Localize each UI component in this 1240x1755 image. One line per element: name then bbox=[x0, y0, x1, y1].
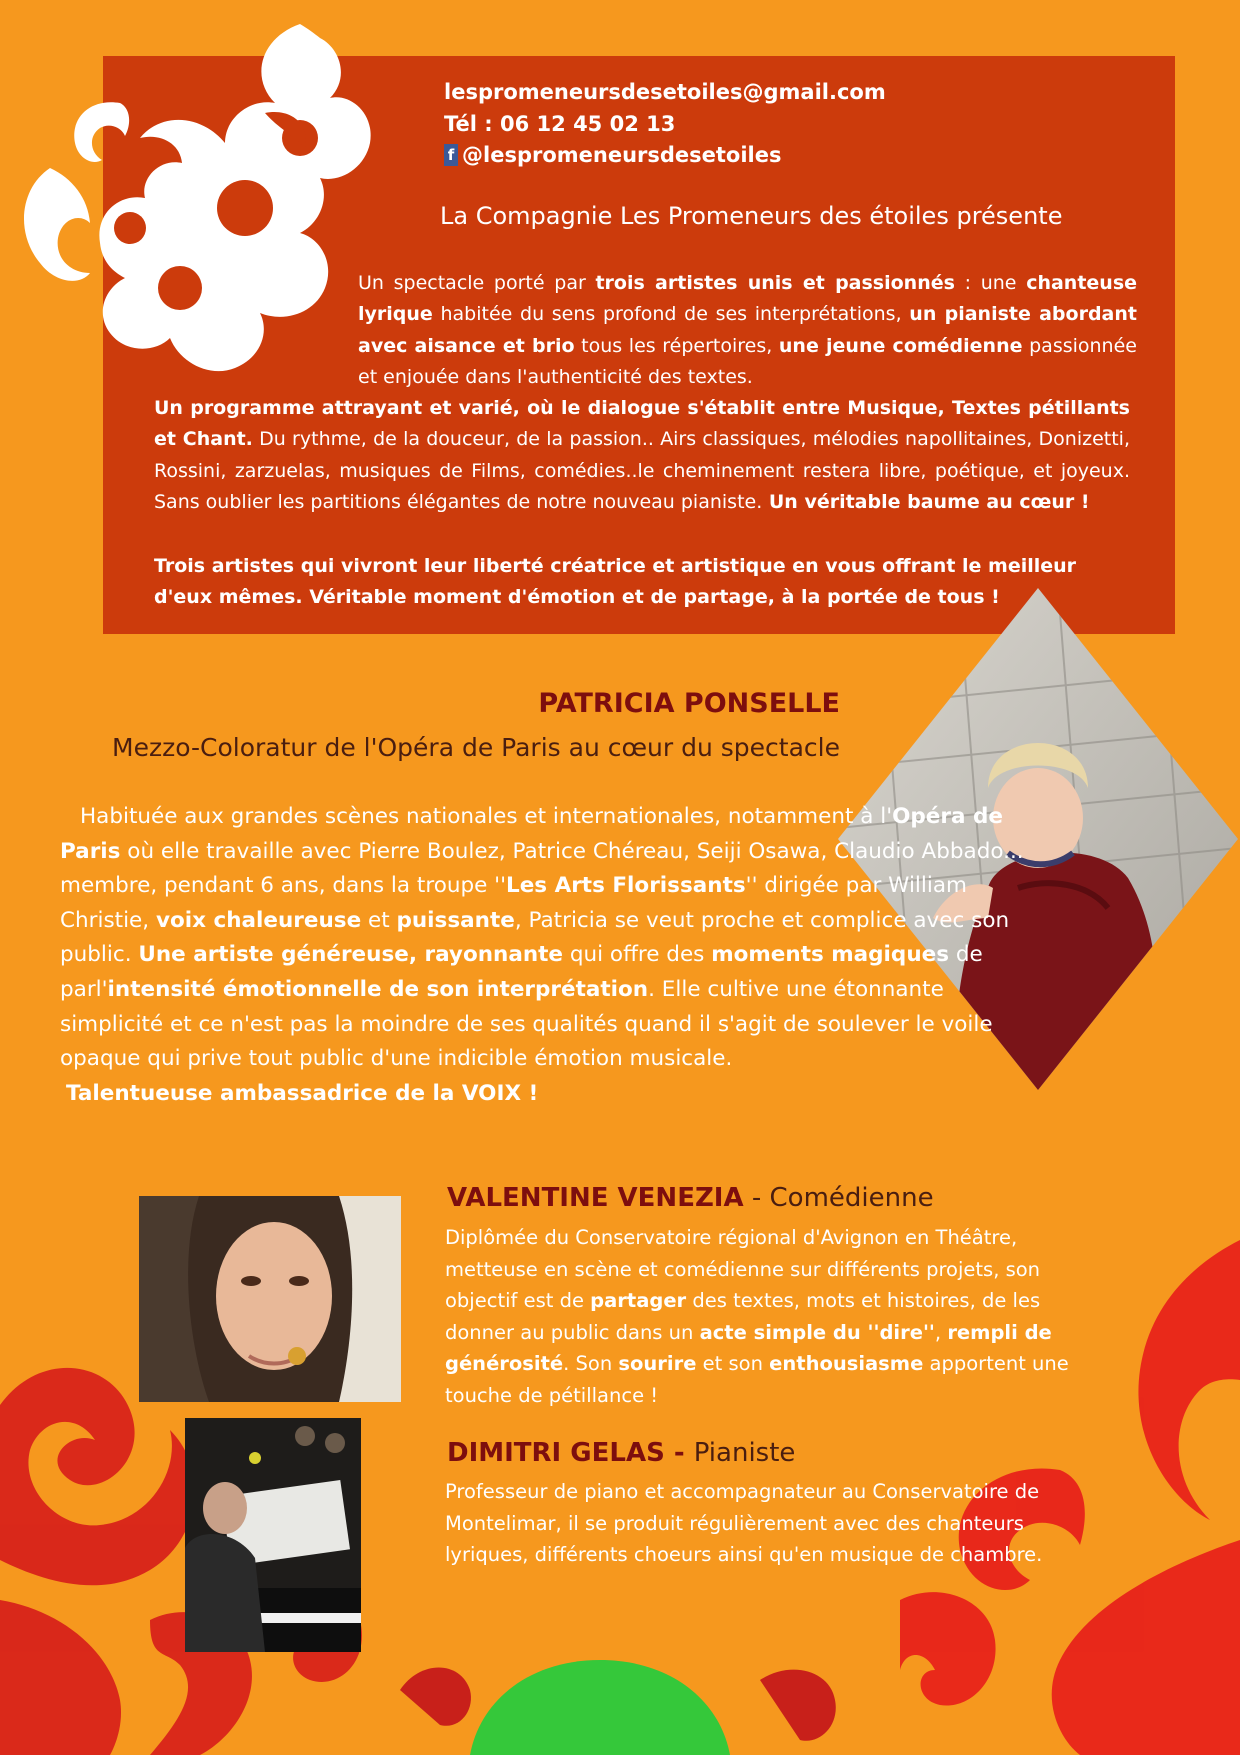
intro-line: La Compagnie Les Promeneurs des étoiles présente bbox=[440, 202, 1063, 230]
text-run: une jeune comédienne bbox=[778, 334, 1023, 357]
text-run: Opéra de Paris bbox=[60, 804, 1003, 864]
show-description bbox=[358, 268, 1137, 394]
valentine-heading bbox=[447, 1183, 934, 1213]
text-run: et bbox=[361, 907, 397, 933]
company-logo bbox=[10, 18, 390, 383]
contact-email[interactable]: lespromeneursdesetoiles@gmail.com bbox=[444, 80, 886, 104]
dimitri-photo bbox=[185, 1418, 361, 1652]
valentine-name: VALENTINE VENEZIA bbox=[447, 1183, 744, 1213]
text-run: Habituée aux grandes scènes nationales et internationales, notamment à l' bbox=[80, 804, 893, 829]
text-run: où elle travaille avec Pierre Boulez, Patrice Chéreau, Seiji Osawa, Claudio Abbado... membre, pendant 6 ans, dans la troupe '' bbox=[60, 838, 1024, 899]
facebook-icon: f bbox=[444, 144, 458, 166]
patricia-name: PATRICIA PONSELLE bbox=[538, 688, 840, 719]
program-description bbox=[154, 393, 1130, 519]
text-run: Un véritable baume au cœur ! bbox=[762, 491, 1090, 514]
text-run: Diplômée du Conservatoire régional d'Avignon en Théâtre, metteuse en scène et comédienne sur différents projets, son objectif est de bbox=[445, 1226, 1041, 1312]
text-run: et son bbox=[696, 1352, 770, 1375]
text-run: enthousiasme bbox=[769, 1352, 924, 1375]
patricia-bio-text bbox=[60, 800, 1030, 1077]
text-run: passionnée et enjouée dans l'authenticité des textes. bbox=[358, 334, 1137, 389]
text-run: , Patricia se veut proche et complice avec son public. bbox=[60, 907, 1010, 968]
text-run: moments magiques bbox=[711, 942, 950, 968]
patricia-role: Mezzo-Coloratur de l'Opéra de Paris au cœur du spectacle bbox=[112, 733, 840, 762]
text-run: Les Arts Florissants bbox=[506, 873, 746, 899]
text-run: sourire bbox=[618, 1352, 697, 1375]
closing-statement: Trois artistes qui vivront leur liberté créatrice et artistique en vous offrant le meilleur d'eux mêmes. Véritable moment d'émotion et de partage, à la portée de tous ! bbox=[154, 555, 1077, 609]
text-run: '' dirigée par William Christie, bbox=[60, 873, 967, 933]
contact-phone: Tél : 06 12 45 02 13 bbox=[444, 112, 676, 136]
patricia-tagline: Talentueuse ambassadrice de la VOIX ! bbox=[66, 1080, 539, 1106]
text-run: tous les répertoires, bbox=[574, 334, 779, 357]
text-run: habitée du sens profond de ses interprétations, bbox=[432, 303, 910, 326]
green-globe bbox=[470, 1660, 730, 1755]
text-run: de parl' bbox=[60, 942, 983, 1002]
text-run: apportent une touche de pétillance ! bbox=[445, 1352, 1069, 1407]
dimitri-bio: Professeur de piano et accompagnateur au Conservatoire de Montelimar, il se produit régulièrement avec des chanteurs lyriques, différents choeurs ainsi qu'en musique de chambre. bbox=[445, 1480, 1043, 1566]
text-run: Un spectacle porté par bbox=[358, 272, 596, 294]
text-run: rempli de générosité bbox=[445, 1320, 1052, 1375]
text-run: partager bbox=[590, 1289, 687, 1312]
text-run: un pianiste abordant avec aisance et brio bbox=[358, 303, 1137, 357]
text-run: voix chaleureuse bbox=[155, 907, 362, 933]
valentine-photo bbox=[139, 1196, 401, 1402]
text-run: des textes, mots et histoires, de les donner au public dans un bbox=[445, 1289, 1041, 1344]
text-run: Une artiste généreuse, rayonnante bbox=[138, 942, 563, 968]
text-run: Du rythme, de la douceur, de la passion.. Airs classiques, mélodies napollitaines, Donizetti, Rossini, zarzuelas, musiques de Films, comédies..le cheminement restera libre, poétique, et joyeux. Sans oublier les partitions élégantes de notre nouveau pianiste. bbox=[154, 428, 1130, 514]
text-run: . Son bbox=[563, 1352, 619, 1375]
text-run: intensité émotionnelle de son interprétation bbox=[107, 976, 649, 1002]
dimitri-heading bbox=[447, 1438, 795, 1468]
text-run: acte simple du ''dire'' bbox=[699, 1320, 935, 1344]
valentine-role: - Comédienne bbox=[743, 1183, 934, 1213]
text-run: trois artistes unis et passionnés bbox=[595, 272, 955, 294]
text-run: Un programme attrayant et varié, où le dialogue s'établit entre Musique, Textes pétillants et Chant. bbox=[154, 397, 1130, 451]
dimitri-role: Pianiste bbox=[693, 1438, 796, 1468]
patricia-bio bbox=[60, 800, 1030, 1111]
valentine-bio bbox=[445, 1222, 1085, 1411]
text-run: : une bbox=[954, 272, 1027, 294]
dimitri-name: DIMITRI GELAS - bbox=[447, 1438, 694, 1468]
text-run: chanteuse lyrique bbox=[358, 272, 1138, 326]
facebook-handle: @lespromeneursdesetoiles bbox=[462, 143, 782, 167]
text-run: , bbox=[934, 1320, 948, 1344]
text-run: qui offre des bbox=[563, 942, 712, 968]
text-run: puissante bbox=[396, 907, 515, 933]
text-run: . Elle cultive une étonnante simplicité et ce n'est pas la moindre de ses qualités quand il s'agit de soulever le voile opaque qui prive tout public d'une indicible émotion musicale. bbox=[60, 976, 993, 1072]
contact-facebook[interactable] bbox=[444, 143, 782, 167]
